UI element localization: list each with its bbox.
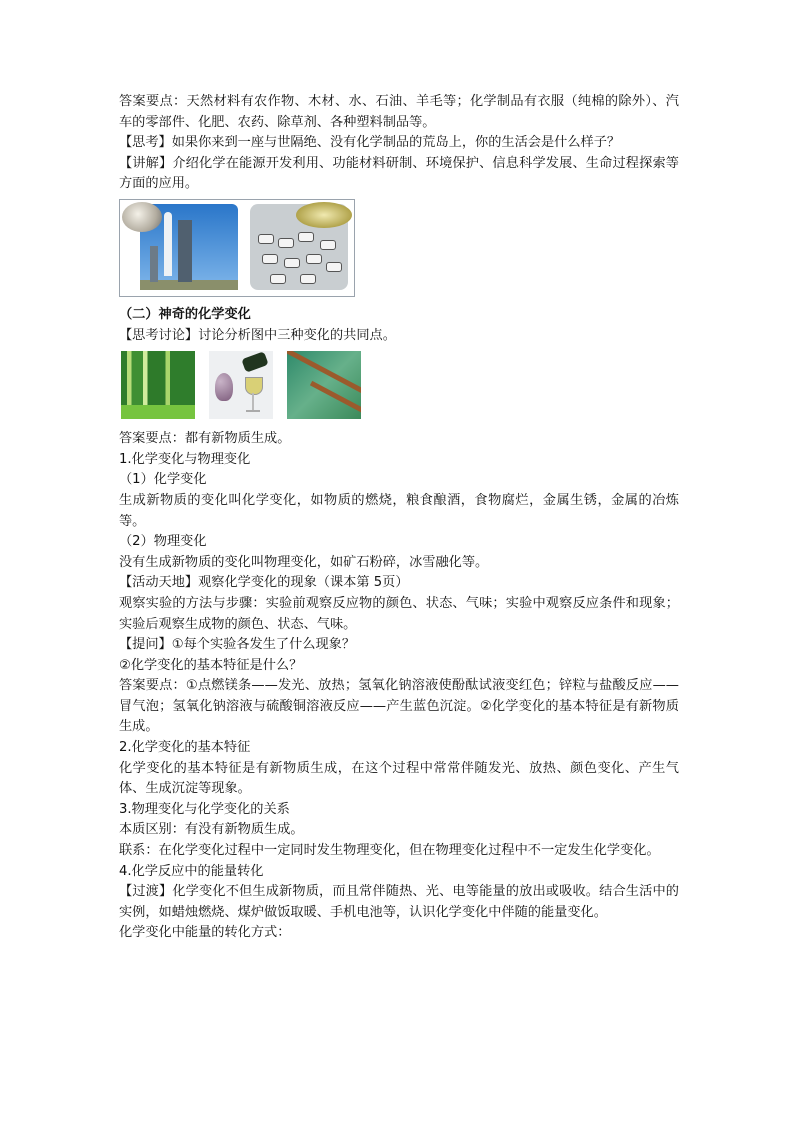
discussion-prompt: 【思考讨论】讨论分析图中三种变化的共同点。 [119,327,396,343]
transition-paragraph: 【过渡】化学变化不但生成新物质，而且常伴随热、光、电等能量的放出或吸收。结合生活中的实例，如蜡烛燃烧、煤炉做饭取暖、手机电池等，认识化学变化中伴随的能量变化。 [119,884,679,920]
section-title: （二）神奇的化学变化 [119,306,251,322]
chemical-change-definition: 生成新物质的变化叫化学变化，如物质的燃烧，粮食酿酒，食物腐烂，金属生锈，金属的冶炼等。 [119,492,679,529]
chemistry-applications-figure [119,199,679,299]
essential-difference: 本质区别：有没有新物质生成。 [119,822,304,838]
subheading-chemical-change: （1）化学变化 [119,472,207,488]
wine-making-photo [209,351,273,419]
basic-feature-paragraph: 化学变化的基本特征是有新物质生成，在这个过程中常常伴随发光、放热、颜色变化、产生气体、生成沉淀等现象。 [119,760,679,797]
answer-common-point: 答案要点：都有新物质生成。 [119,431,291,447]
answer-points-materials: 答案要点：天然材料有农作物、木材、水、石油、羊毛等；化学制品有衣服（纯棉的除外）、汽车的零部件、化肥、农药、除草剂、各种塑料制品等。 [119,94,679,130]
question-2: ②化学变化的基本特征是什么？ [119,657,303,673]
rocket-and-traffic-photo [119,199,355,297]
lecture-paragraph: 【讲解】介绍化学在能源开发利用、功能材料研制、环境保护、信息科学发展、生命过程探索等方面的应用。 [119,155,679,192]
heading-4: 4.化学反应中的能量转化 [119,863,264,879]
relationship: 联系：在化学变化过程中一定同时发生物理变化，但在物理变化过程中不一定发生化学变化。 [119,843,660,859]
physical-change-definition: 没有生成新物质的变化叫物理变化，如矿石粉碎，冰雪融化等。 [119,554,489,570]
answer-phenomena: 答案要点：①点燃镁条——发光、放热；氢氧化钠溶液使酚酞试液变红色；锌粒与盐酸反应——冒气泡；氢氧化钠溶液与硫酸铜溶液反应——产生蓝色沉淀。②化学变化的基本特征是有新物质生成。 [119,678,679,735]
three-changes-figure [121,351,679,421]
thinking-question: 【思考】如果你来到一座与世隔绝、没有化学制品的荒岛上，你的生活会是什么样子？ [119,135,621,151]
heading-1: 1.化学变化与物理变化 [119,451,251,467]
heading-2: 2.化学变化的基本特征 [119,740,251,756]
observation-method: 观察实验的方法与步骤：实验前观察反应物的颜色、状态、气味；实验中观察反应条件和现象；实验后观察生成物的颜色、状态、气味。 [119,595,679,632]
question-1: 【提问】①每个实验各发生了什么现象？ [119,637,356,653]
document-page [119,92,679,944]
energy-conversion-intro: 化学变化中能量的转化方式： [119,925,291,941]
heading-3: 3.物理变化与化学变化的关系 [119,801,290,817]
subheading-physical-change: （2）物理变化 [119,534,207,550]
rusted-metal-photo [287,351,361,419]
activity-heading: 【活动天地】观察化学变化的现象（课本第 5页） [119,575,409,591]
forest-photo [121,351,195,419]
